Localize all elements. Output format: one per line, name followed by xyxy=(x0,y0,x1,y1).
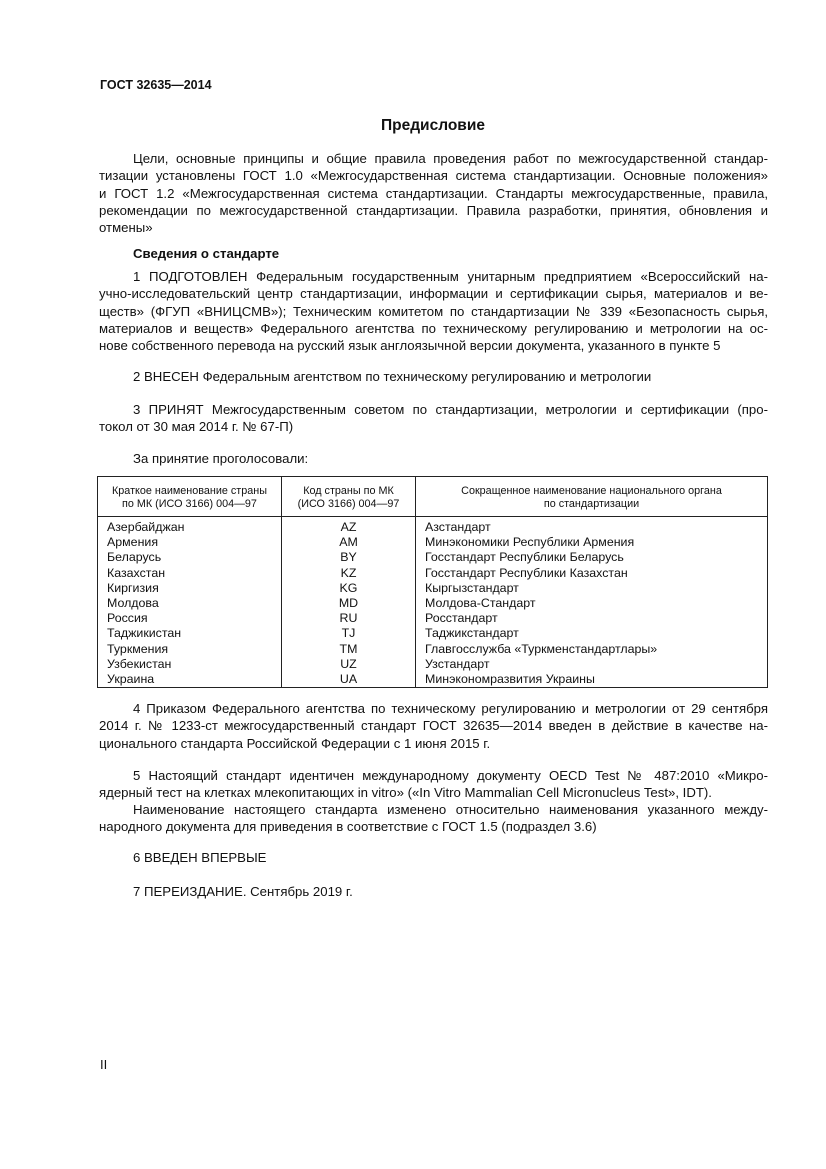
table-cell-country: Киргизия xyxy=(107,580,159,595)
table-cell-body: Главгосслужба «Туркменстандартлары» xyxy=(425,641,658,656)
table-cell-country: Таджикистан xyxy=(107,626,182,641)
table-cell-body: Азстандарт xyxy=(425,520,491,534)
table-cell-body: Росстандарт xyxy=(425,611,498,626)
table-cell-body: Кыргызстандарт xyxy=(425,580,519,595)
text-line: 1 ПОДГОТОВЛЕН Федеральным государственным унитарным предприятием «Всероссийский на- xyxy=(133,269,768,284)
header-text: по стандартизации xyxy=(543,498,640,510)
section-title: Предисловие xyxy=(380,117,485,134)
table-cell-code: AM xyxy=(339,535,358,550)
text-line: и ГОСТ 1.2 «Межгосударственная система стандартизации. Стандарты межгосударственные, правила, xyxy=(99,185,768,201)
text-line: ядерный тест на клетках млекопитающих in vitro» («In Vitro Mammalian Cell Micronucleus Test», IDT). xyxy=(99,785,712,801)
text-line: материалов и веществ» Федерального агентства по техническому регулированию и метрологии на ос- xyxy=(99,320,768,336)
voting-table xyxy=(97,476,768,688)
text-line: тизации установлены ГОСТ 1.0 «Межгосударственная система стандартизации. Основные положения» xyxy=(99,168,768,184)
table-cell-body: Минэкономики Республики Армения xyxy=(425,535,635,550)
table-cell-body: Узстандарт xyxy=(425,656,490,671)
table-cell-country: Азербайджан xyxy=(107,520,185,534)
table-cell-code: AZ xyxy=(340,520,357,534)
item-5-note-paragraph xyxy=(99,801,768,836)
intro-paragraph xyxy=(99,150,768,236)
page-number: II xyxy=(100,1057,108,1072)
table-cell-code: UA xyxy=(339,671,358,686)
text-line: Наименование настоящего стандарта изменено относительно наименования указанного между- xyxy=(133,802,768,817)
text-line: народного документа для приведения в соответствие с ГОСТ 1.5 (подраздел 3.6) xyxy=(99,819,597,835)
header-code xyxy=(282,477,416,517)
header-text: (ИСО 3166) 004—97 xyxy=(297,498,400,510)
table-cell-country: Армения xyxy=(107,535,159,550)
table-cell-body: Госстандарт Республики Беларусь xyxy=(425,550,624,565)
table-cell-code: RU xyxy=(339,611,358,626)
table-body-row xyxy=(98,517,768,688)
header-text: Код страны по МК xyxy=(303,485,394,497)
table-cell-body: Таджикстандарт xyxy=(425,626,519,641)
table-cell-code: MD xyxy=(338,595,359,610)
table-cell-body: Минэкономразвития Украины xyxy=(425,671,595,686)
table-cell-code: KZ xyxy=(340,565,357,580)
item-6-paragraph: 6 ВВЕДЕН ВПЕРВЫЕ xyxy=(133,850,267,865)
text-line: учно-исследовательский центр стандартизации, информации и сертификации сырья, материалов и ве- xyxy=(99,286,768,302)
document-header: ГОСТ 32635—2014 xyxy=(100,78,212,92)
item-1-paragraph xyxy=(99,268,768,354)
text-line: токол от 30 мая 2014 г. № 67-П) xyxy=(99,419,294,435)
table-cell-code: TM xyxy=(339,641,358,656)
text-line: отмены» xyxy=(99,220,153,236)
text-line: Цели, основные принципы и общие правила проведения работ по межгосударственной стандар- xyxy=(133,151,768,166)
table-cell-country: Украина xyxy=(107,671,155,686)
text-line: 2014 г. № 1233-ст межгосударственный стандарт ГОСТ 32635—2014 введен в действие в качестве на- xyxy=(99,718,768,734)
table-cell-country: Молдова xyxy=(107,595,159,610)
table-cell-country: Россия xyxy=(107,611,148,626)
header-text: Краткое наименование страны xyxy=(112,485,267,497)
table-cell-code: UZ xyxy=(340,656,357,671)
item-5-paragraph xyxy=(99,767,768,802)
text-line: ществ» (ФГУП «ВНИЦСМВ»); Техническим комитетом по стандартизации № 339 «Безопасность сырья, xyxy=(99,303,768,319)
text-line: 5 Настоящий стандарт идентичен международному документу OECD Test № 487:2010 «Микро- xyxy=(133,768,768,783)
item-3-paragraph xyxy=(99,401,768,436)
item-7-paragraph: 7 ПЕРЕИЗДАНИЕ. Сентябрь 2019 г. xyxy=(133,884,353,899)
header-text: по МК (ИСО 3166) 004—97 xyxy=(122,498,257,510)
table-cell-code: BY xyxy=(340,550,357,565)
header-country xyxy=(98,477,282,517)
info-heading: Сведения о стандарте xyxy=(133,246,280,261)
country-column xyxy=(98,517,282,688)
text-line: нове собственного перевода на русский язык англоязычной версии документа, указанного в пункте 5 xyxy=(99,338,721,354)
text-line: ционального стандарта Российской Федерации с 1 июня 2015 г. xyxy=(99,735,491,751)
text-line: рекомендации по межгосударственной стандартизации. Правила разработки, принятия, обновления и xyxy=(99,202,768,218)
table-cell-country: Казахстан xyxy=(107,565,166,580)
table-cell-code: KG xyxy=(339,580,358,595)
table-cell-body: Молдова-Стандарт xyxy=(425,595,536,610)
table-header-row xyxy=(98,477,768,517)
body-column xyxy=(416,517,768,688)
header-text: Сокращенное наименование национального органа xyxy=(461,485,722,497)
table-cell-body: Госстандарт Республики Казахстан xyxy=(425,565,628,580)
text-line: 3 ПРИНЯТ Межгосударственным советом по стандартизации, метрологии и сертификации (про- xyxy=(133,402,768,417)
table-cell-country: Узбекистан xyxy=(107,656,172,671)
code-column xyxy=(282,517,416,688)
item-2-paragraph: 2 ВНЕСЕН Федеральным агентством по техническому регулированию и метрологии xyxy=(133,369,652,384)
header-body xyxy=(416,477,768,517)
item-4-paragraph xyxy=(99,700,768,752)
table-cell-code: TJ xyxy=(341,626,356,641)
table-cell-country: Туркмения xyxy=(107,641,169,656)
table-cell-country: Беларусь xyxy=(107,550,162,565)
voted-label: За принятие проголосовали: xyxy=(133,451,309,466)
text-line: 4 Приказом Федерального агентства по техническому регулированию и метрологии от 29 сентября xyxy=(133,701,768,716)
